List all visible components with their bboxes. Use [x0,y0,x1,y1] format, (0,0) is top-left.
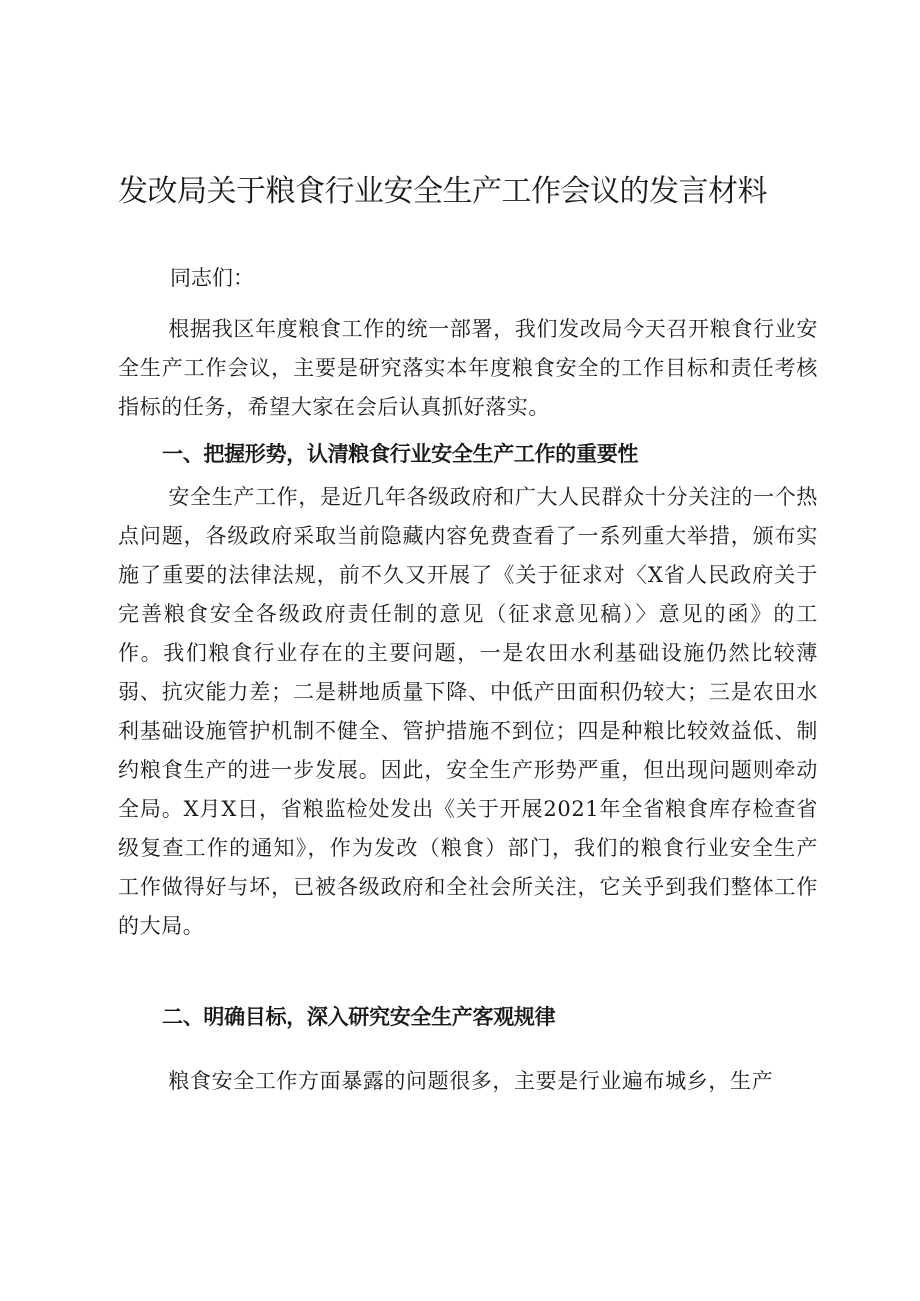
paragraph-intro: 根据我区年度粮食工作的统一部署，我们发改局今天召开粮食行业安全生产工作会议，主要是研究落实本年度粮食安全的工作目标和责任考核指标的任务，希望大家在会后认真抓好落实。 [118,317,818,419]
section-heading-2: 二、明确目标，深入研究安全生产客观规律 [162,1005,556,1029]
salutation: 同志们： [170,266,254,290]
section-heading-1: 一、把握形势，认清粮食行业安全生产工作的重要性 [162,442,639,466]
document-title: 发改局关于粮食行业安全生产工作会议的发言材料 [118,174,767,209]
paragraph-goals: 粮食安全工作方面暴露的问题很多，主要是行业遍布城乡，生产 [168,1069,774,1093]
paragraph-situation: 安全生产工作，是近几年各级政府和广大人民群众十分关注的一个热点问题，各级政府采取当前隐藏内容免费查看了一系列重大举措，颁布实施了重要的法律法规，前不久又开展了《关于征求对〈X省人民政府关于完善粮食安全各级政府责任制的意见（征求意见稿）〉意见的函》的工作。我们粮食行业存在的主要问题，一是农田水利基础设施仍然比较薄弱、抗灾能力差；二是耕地质量下降、中低产田面积仍较大；三是农田水利基础设施管护机制不健全、管护措施不到位；四是种粮比较效益低、制约粮食生产的进一步发展。因此，安全生产形势严重，但出现问题则牵动全局。X月X日，省粮监检处发出《关于开展2021年全省粮食库存检查省级复查工作的通知》，作为发改（粮食）部门，我们的粮食行业安全生产工作做得好与坏，已被各级政府和全社会所关注，它关乎到我们整体工作的大局。 [118,485,818,938]
